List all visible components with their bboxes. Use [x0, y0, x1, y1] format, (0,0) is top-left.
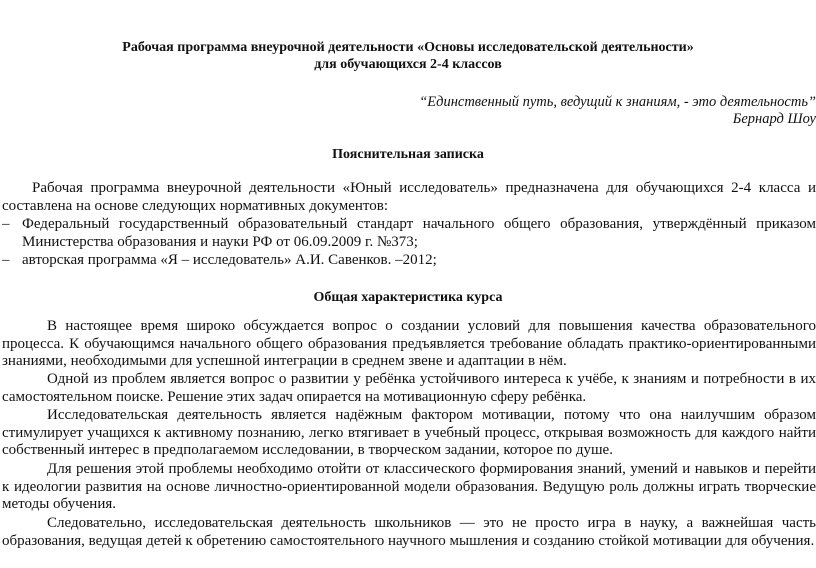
section-heading-explanatory-note: Пояснительная записка: [332, 147, 484, 162]
intro-paragraph: Рабочая программа внеурочной деятельности «Юный исследователь» предназначена для обучающихся 2-4 класса и составлена на основе следующих нормативных документов:: [2, 180, 816, 214]
epigraph-author: Бернард Шоу: [732, 111, 816, 127]
list-item-text: авторская программа «Я – исследователь» А.И. Савенков. –2012;: [22, 252, 437, 268]
list-item: [2, 216, 816, 251]
section-heading-course-overview: Общая характеристика курса: [313, 290, 503, 305]
list-item: [2, 252, 816, 270]
list-item-text: Федеральный государственный образовательный стандарт начального общего образования, утверждённый приказом Министерства образования и науки РФ от 06.09.2009 г. №373;: [22, 216, 816, 250]
document-title: Рабочая программа внеурочной деятельности «Основы исследовательской деятельности»: [122, 40, 694, 55]
body-paragraph: Исследовательская деятельность является надёжным фактором мотивации, потому что она наилучшим образом стимулирует учащихся к активному познанию, легко втягивает в учебный процесс, открывая возможность для каждого найти собственный интерес в предполагаемом исследовании, в творческом задании, которое по душе.: [2, 407, 816, 459]
epigraph-quote: “Единственный путь, ведущий к знаниям, - это деятельность”: [419, 94, 816, 110]
body-paragraph: Одной из проблем является вопрос о развитии у ребёнка устойчивого интереса к учёбе, к знаниям и потребности в их самостоятельном поиске. Решение этих задач опирается на мотивационную сферу ребёнка.: [2, 371, 816, 405]
bullet-dash: –: [2, 216, 10, 232]
document-subtitle: для обучающихся 2-4 классов: [314, 57, 502, 72]
body-paragraph: Для решения этой проблемы необходимо отойти от классического формирования знаний, умений и навыков и перейти к идеологии развития на основе личностно-ориентированной модели образования. Ведущую роль должны играть творческие методы обучения.: [2, 461, 816, 513]
body-paragraph: Следовательно, исследовательская деятельность школьников — это не просто игра в науку, а важнейшая часть образования, ведущая детей к обретению самостоятельного научного мышления и созданию стойкой мотивации для обучения.: [2, 515, 816, 549]
bullet-dash: –: [2, 252, 10, 268]
body-paragraph: В настоящее время широко обсуждается вопрос о создании условий для повышения качества образовательного процесса. К обучающимся начального общего образования предъявляется требование обладать практико-ориентированными знаниями, необходимыми для успешной интеграции в среднем звене и адаптации в нём.: [2, 318, 816, 370]
